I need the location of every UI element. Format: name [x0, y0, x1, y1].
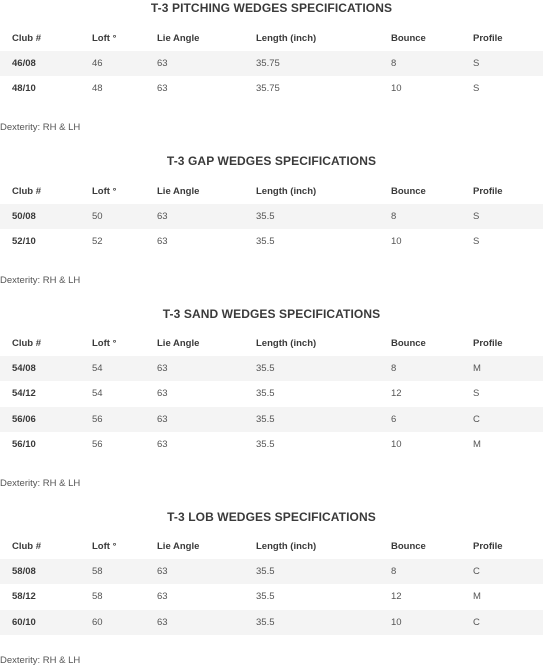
column-header-bounce: Bounce [391, 32, 426, 44]
cell-lie-angle: 63 [157, 439, 168, 451]
cell-club: 46/08 [0, 51, 80, 76]
cell-loft: 48 [92, 83, 103, 95]
cell-bounce: 8 [379, 204, 461, 229]
cell-lie-angle: 63 [157, 591, 168, 603]
cell-loft: 54 [80, 356, 145, 381]
cell-length: 35.5 [256, 388, 275, 400]
section-title: T-3 SAND WEDGES SPECIFICATIONS [162, 307, 381, 321]
cell-profile: S [461, 51, 543, 76]
cell-club: 52/10 [12, 236, 36, 248]
table-row [0, 76, 543, 101]
cell-club: 58/08 [0, 559, 80, 584]
table-header-row [0, 533, 543, 559]
column-header-club: Club # [12, 540, 42, 552]
cell-profile: C [461, 559, 543, 584]
cell-length: 35.5 [244, 204, 379, 229]
cell-lie-angle: 63 [145, 356, 244, 381]
cell-lie-angle: 63 [157, 388, 168, 400]
cell-loft: 46 [80, 51, 145, 76]
cell-profile: S [473, 388, 480, 400]
cell-lie-angle: 63 [145, 407, 244, 432]
spec-table [0, 178, 543, 255]
cell-club: 48/10 [12, 83, 36, 95]
cell-club: 50/08 [0, 204, 80, 229]
column-header-profile: Profile [473, 32, 503, 44]
cell-lie-angle: 63 [145, 559, 244, 584]
cell-length: 35.75 [256, 83, 280, 95]
column-header-loft: Loft ° [92, 32, 117, 44]
cell-profile: C [461, 407, 543, 432]
cell-bounce: 8 [379, 51, 461, 76]
cell-bounce: 10 [391, 236, 402, 248]
cell-club: 56/06 [0, 407, 80, 432]
dexterity-note: Dexterity: RH & LH [0, 655, 81, 666]
section-title: T-3 GAP WEDGES SPECIFICATIONS [166, 154, 377, 168]
cell-profile: C [461, 610, 543, 635]
cell-profile: M [461, 356, 543, 381]
column-header-length: Length (inch) [256, 337, 317, 349]
column-header-lie-angle: Lie Angle [157, 337, 200, 349]
cell-loft: 58 [80, 559, 145, 584]
column-header-profile: Profile [473, 540, 503, 552]
column-header-bounce: Bounce [391, 185, 426, 197]
dexterity-note: Dexterity: RH & LH [0, 478, 81, 489]
cell-bounce: 10 [391, 83, 402, 95]
cell-length: 35.5 [244, 407, 379, 432]
cell-length: 35.5 [256, 439, 275, 451]
cell-lie-angle: 63 [157, 83, 168, 95]
column-header-bounce: Bounce [391, 540, 426, 552]
cell-club: 58/12 [12, 591, 36, 603]
cell-profile: S [473, 236, 480, 248]
cell-club: 60/10 [0, 610, 80, 635]
table-row [0, 204, 543, 229]
column-header-loft: Loft ° [92, 185, 117, 197]
column-header-length: Length (inch) [256, 185, 317, 197]
cell-length: 35.5 [244, 610, 379, 635]
section-title: T-3 LOB WEDGES SPECIFICATIONS [167, 510, 376, 524]
cell-bounce: 10 [391, 439, 402, 451]
cell-profile: S [461, 204, 543, 229]
table-row [0, 51, 543, 76]
cell-loft: 56 [92, 439, 103, 451]
table-header-row [0, 25, 543, 51]
cell-lie-angle: 63 [145, 51, 244, 76]
cell-profile: M [473, 439, 481, 451]
cell-length: 35.5 [256, 591, 275, 603]
spec-table [0, 25, 543, 102]
section-title: T-3 PITCHING WEDGES SPECIFICATIONS [150, 1, 393, 15]
cell-lie-angle: 63 [145, 204, 244, 229]
column-header-club: Club # [12, 337, 42, 349]
cell-profile: S [473, 83, 480, 95]
cell-club: 54/12 [12, 388, 36, 400]
column-header-lie-angle: Lie Angle [157, 185, 200, 197]
column-header-profile: Profile [473, 185, 503, 197]
column-header-club: Club # [12, 32, 42, 44]
cell-length: 35.5 [256, 236, 275, 248]
table-header-row [0, 178, 543, 204]
cell-profile: M [473, 591, 481, 603]
table-row [0, 432, 543, 457]
cell-length: 35.5 [244, 559, 379, 584]
column-header-loft: Loft ° [92, 540, 117, 552]
dexterity-note: Dexterity: RH & LH [0, 122, 81, 133]
column-header-lie-angle: Lie Angle [157, 32, 200, 44]
table-row [0, 584, 543, 609]
cell-loft: 56 [80, 407, 145, 432]
column-header-loft: Loft ° [92, 337, 117, 349]
cell-loft: 60 [80, 610, 145, 635]
column-header-club: Club # [12, 185, 42, 197]
table-row [0, 559, 543, 584]
cell-club: 54/08 [0, 356, 80, 381]
column-header-length: Length (inch) [256, 32, 317, 44]
cell-bounce: 6 [379, 407, 461, 432]
cell-bounce: 8 [379, 559, 461, 584]
table-row [0, 229, 543, 254]
cell-bounce: 12 [391, 388, 402, 400]
cell-club: 56/10 [12, 439, 36, 451]
column-header-lie-angle: Lie Angle [157, 540, 200, 552]
column-header-length: Length (inch) [256, 540, 317, 552]
column-header-bounce: Bounce [391, 337, 426, 349]
cell-bounce: 8 [379, 356, 461, 381]
cell-loft: 54 [92, 388, 103, 400]
cell-bounce: 10 [379, 610, 461, 635]
cell-lie-angle: 63 [157, 236, 168, 248]
table-header-row [0, 330, 543, 356]
table-row [0, 356, 543, 381]
table-row [0, 381, 543, 406]
table-row [0, 407, 543, 432]
cell-loft: 52 [92, 236, 103, 248]
cell-lie-angle: 63 [145, 610, 244, 635]
table-row [0, 610, 543, 635]
cell-length: 35.5 [244, 356, 379, 381]
column-header-profile: Profile [473, 337, 503, 349]
cell-length: 35.75 [244, 51, 379, 76]
spec-table [0, 330, 543, 457]
cell-bounce: 12 [391, 591, 402, 603]
cell-loft: 50 [80, 204, 145, 229]
spec-table [0, 533, 543, 635]
cell-loft: 58 [92, 591, 103, 603]
dexterity-note: Dexterity: RH & LH [0, 275, 81, 286]
